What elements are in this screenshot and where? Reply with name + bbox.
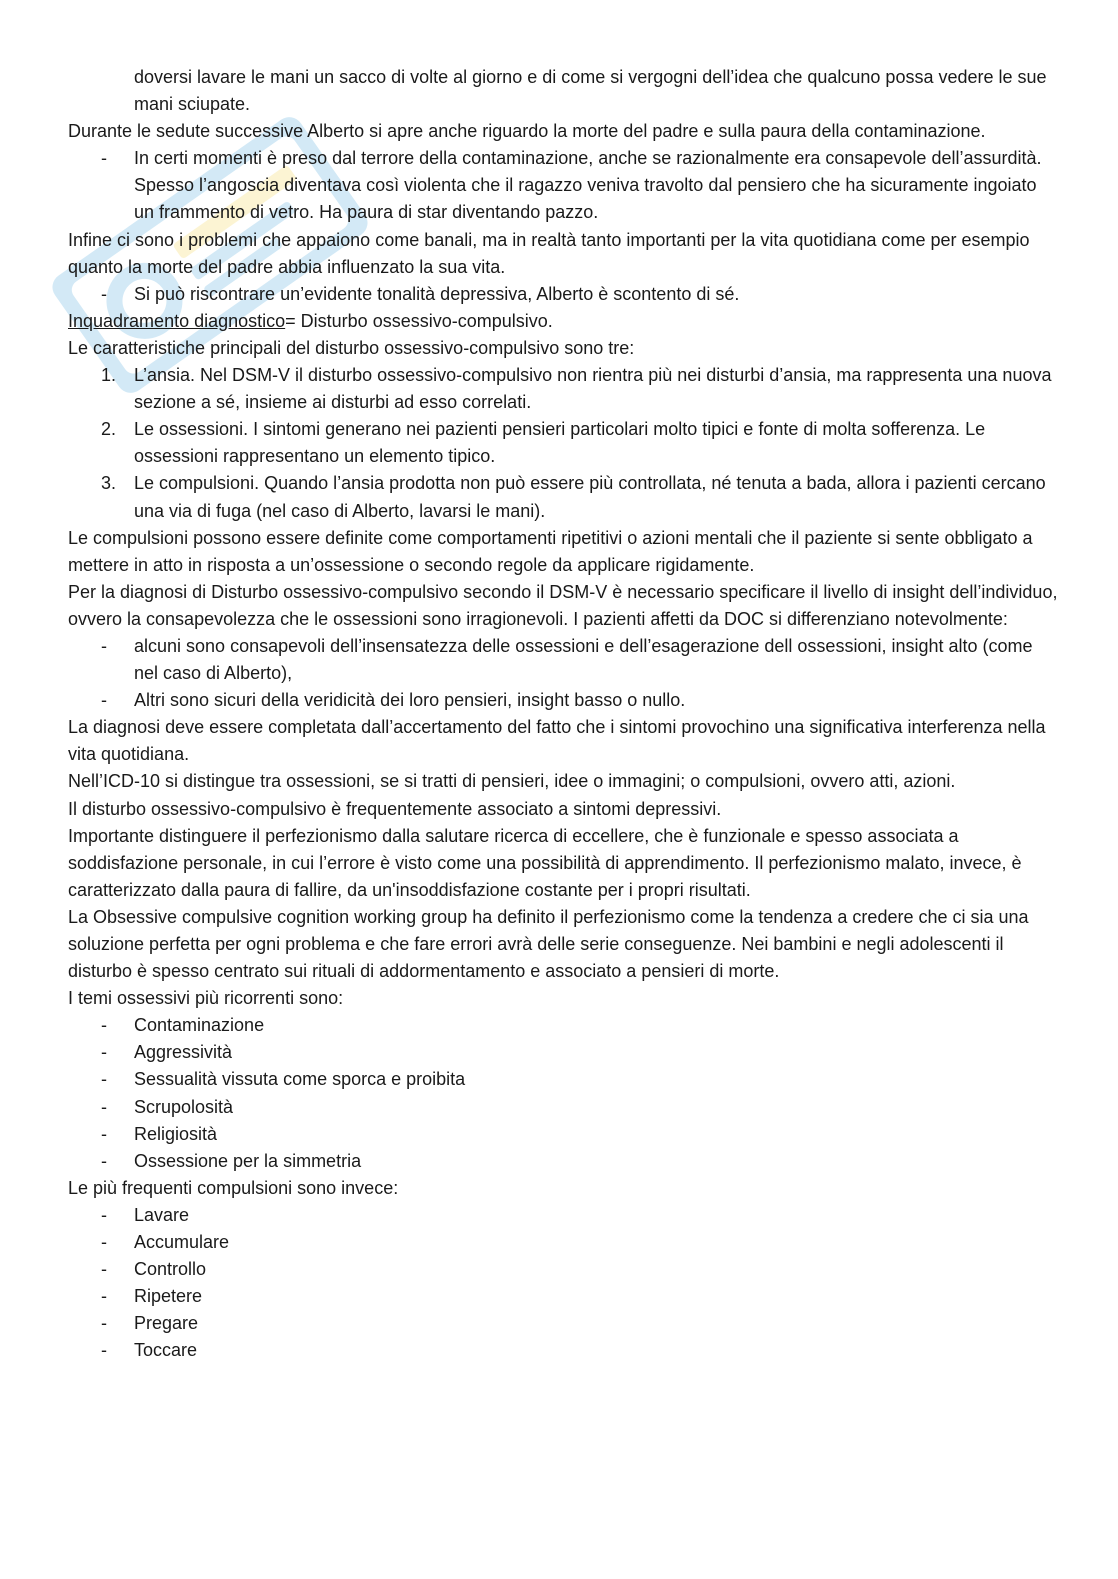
bullet-text: Sessualità vissuta come sporca e proibita: [134, 1069, 466, 1090]
diagnosis-line: [68, 308, 1058, 335]
paragraph-temi: I temi ossessivi più ricorrenti sono:: [68, 988, 344, 1009]
diagnosis-text: = Disturbo ossessivo-compulsivo.: [285, 310, 553, 331]
bullet-marker: -: [101, 1232, 107, 1253]
paragraph-ocwg: La Obsessive compulsive cognition working group ha definito il perfezionismo come la tendenza a credere che ci sia una soluzione perfetta per ogni problema e che fare errori avrà delle serie conseguenze. Nei bambini e negli adolescenti il disturbo è spesso centrato sui rituali di addormentamento e associato a pensieri di morte.: [68, 906, 1029, 982]
bullet-text: Aggressività: [134, 1042, 233, 1063]
bullet-marker: -: [101, 1313, 107, 1334]
bullet-item: [68, 145, 1058, 226]
list-item: [68, 1229, 1058, 1256]
bullet-text: Lavare: [134, 1204, 190, 1225]
numbered-item: [68, 470, 1058, 524]
bullet-text: Scrupolosità: [134, 1096, 234, 1117]
number-marker: 3.: [101, 473, 117, 494]
numbered-item: [68, 416, 1058, 470]
paragraph-icd: Nell’ICD-10 si distingue tra ossessioni, se si tratti di pensieri, idee o immagini; o compulsioni, ovvero atti, azioni.: [68, 771, 956, 792]
list-item: [68, 1202, 1058, 1229]
list-item: [68, 1256, 1058, 1283]
bullet-marker: -: [101, 1123, 107, 1144]
list-item: [68, 1066, 1058, 1093]
paragraph-caratteristiche: Le caratteristiche principali del disturbo ossessivo-compulsivo sono tre:: [68, 337, 635, 358]
bullet-text: Altri sono sicuri della veridicità dei loro pensieri, insight basso o nullo.: [134, 690, 686, 711]
bullet-marker: -: [101, 1259, 107, 1280]
numbered-text: L’ansia. Nel DSM-V il disturbo ossessivo-compulsivo non rientra più nei disturbi d’ansia, ma rappresenta una nuova sezione a sé, insieme ai disturbi ad esso correlati.: [134, 365, 1052, 413]
list-item: [68, 1337, 1058, 1364]
bullet-marker: -: [101, 1204, 107, 1225]
list-item: [68, 1012, 1058, 1039]
list-item: [68, 1039, 1058, 1066]
bullet-text: Religiosità: [134, 1123, 218, 1144]
number-marker: 2.: [101, 419, 117, 440]
bullet-marker: -: [101, 1096, 107, 1117]
bullet-marker: -: [101, 1150, 107, 1171]
bullet-text: Contaminazione: [134, 1015, 265, 1036]
numbered-item: [68, 362, 1058, 416]
bullet-text: Controllo: [134, 1259, 207, 1280]
bullet-marker: -: [101, 1042, 107, 1063]
paragraph-sedute: Durante le sedute successive Alberto si apre anche riguardo la morte del padre e sulla paura della contaminazione.: [68, 121, 986, 142]
bullet-marker: -: [101, 148, 107, 169]
list-item: [68, 1094, 1058, 1121]
bullet-text: Pregare: [134, 1313, 199, 1334]
list-item: [68, 1310, 1058, 1337]
bullet-item: [68, 687, 1058, 714]
number-marker: 1.: [101, 365, 117, 386]
paragraph-compulsioni-frequenti: Le più frequenti compulsioni sono invece:: [68, 1177, 399, 1198]
bullet-marker: -: [101, 1340, 107, 1361]
numbered-text: Le compulsioni. Quando l’ansia prodotta non può essere più controllata, né tenuta a bada, allora i pazienti cercano una via di fuga (nel caso di Alberto, lavarsi le mani).: [134, 473, 1046, 521]
paragraph-perfezionismo: Importante distinguere il perfezionismo dalla salutare ricerca di eccellere, che è funzionale e spesso associata a soddisfazione personale, in cui l’errore è visto come una possibilità di apprendimento. Il perfezionismo malato, invece, è caratterizzato dalla paura di fallire, da un'insoddisfazione costante per i propri risultati.: [68, 825, 1022, 900]
document-page: [68, 64, 1058, 1365]
bullet-text: Ossessione per la simmetria: [134, 1150, 362, 1171]
list-item: [68, 1148, 1058, 1175]
bullet-marker: -: [101, 1015, 107, 1036]
bullet-item: [68, 281, 1058, 308]
paragraph-problemi: Infine ci sono i problemi che appaiono come banali, ma in realtà tanto importanti per la vita quotidiana come per esempio quanto la morte del padre abbia influenzato la sua vita.: [68, 229, 1030, 277]
bullet-text: Ripetere: [134, 1286, 203, 1307]
list-item: [68, 1121, 1058, 1148]
intro-continuation: doversi lavare le mani un sacco di volte al giorno e di come si vergogni dell’idea che qualcuno possa vedere le sue mani sciupate.: [134, 67, 1047, 115]
list-item: [68, 1283, 1058, 1310]
bullet-item: [68, 633, 1058, 687]
paragraph-compulsioni: Le compulsioni possono essere definite come comportamenti ripetitivi o azioni mentali che il paziente si sente obbligato a mettere in atto in risposta a un’ossessione o secondo regole da applicare rigidamente.: [68, 527, 1033, 575]
paragraph-depressivi: Il disturbo ossessivo-compulsivo è frequentemente associato a sintomi depressivi.: [68, 798, 722, 819]
bullet-marker: -: [101, 1069, 107, 1090]
bullet-text: alcuni sono consapevoli dell’insensatezza delle ossessioni e dell’esagerazione dell ossessioni, insight alto (come nel caso di Alberto),: [134, 635, 1033, 684]
bullet-marker: -: [101, 283, 107, 304]
paragraph-diagnosi: La diagnosi deve essere completata dall’accertamento del fatto che i sintomi provochino una significativa interferenza nella vita quotidiana.: [68, 717, 1046, 765]
bullet-text-depressiva: Si può riscontrare un’evidente tonalità depressiva, Alberto è scontento di sé.: [134, 283, 740, 304]
bullet-marker: -: [101, 1286, 107, 1307]
bullet-text: Toccare: [134, 1340, 198, 1361]
bullet-text: Accumulare: [134, 1232, 230, 1253]
bullet-marker: -: [101, 690, 107, 711]
bullet-marker: -: [101, 635, 107, 656]
paragraph-insight: Per la diagnosi di Disturbo ossessivo-compulsivo secondo il DSM-V è necessario specificare il livello di insight dell’individuo, ovvero la consapevolezza che le ossessioni sono irragionevoli. I pazienti affetti da DOC si differenziano notevolmente:: [68, 581, 1058, 629]
diagnosis-label: Inquadramento diagnostico: [68, 310, 286, 331]
numbered-text: Le ossessioni. I sintomi generano nei pazienti pensieri particolari molto tipici e fonte di molta sofferenza. Le ossessioni rappresentano un elemento tipico.: [134, 419, 986, 467]
bullet-text-terrore: In certi momenti è preso dal terrore della contaminazione, anche se razionalmente era consapevole dell’assurdità. Spesso l’angoscia diventava così violenta che il ragazzo veniva travolto dal pensiero che ha sicuramente ingoiato un frammento di vetro. Ha paura di star diventando pazzo.: [134, 148, 1042, 223]
